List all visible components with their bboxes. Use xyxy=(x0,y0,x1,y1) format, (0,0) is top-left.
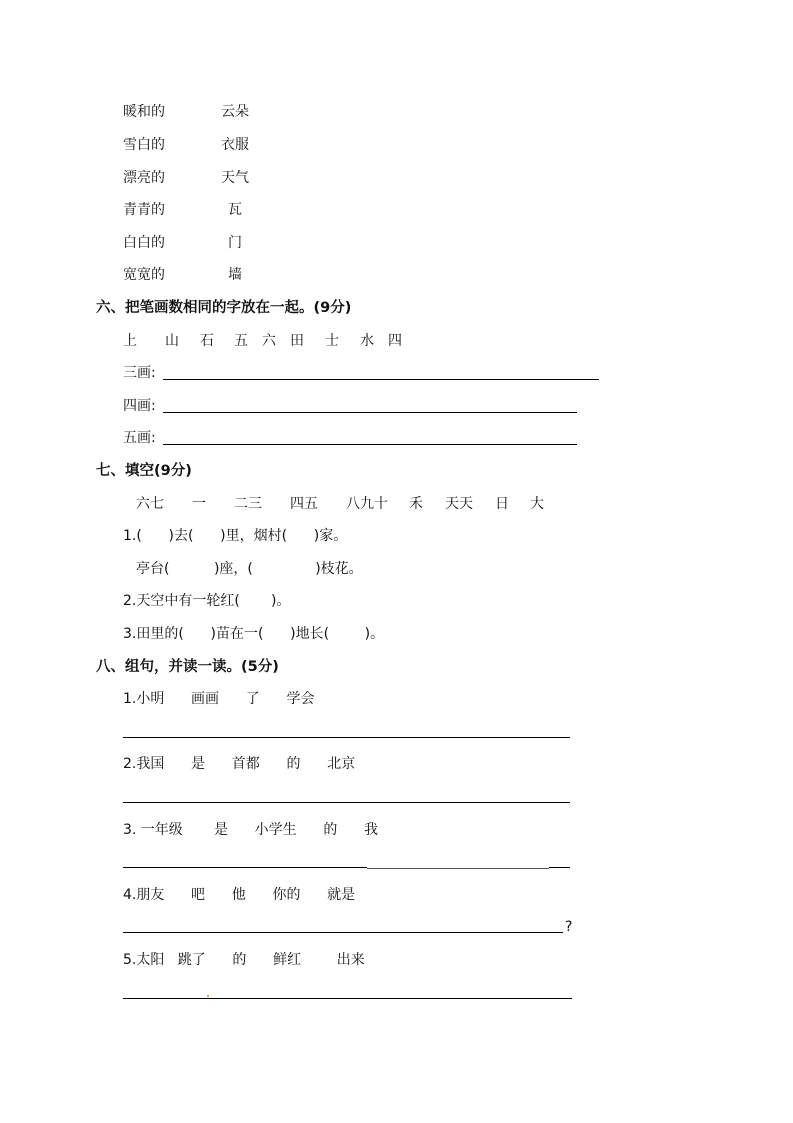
answer-line[interactable] xyxy=(549,867,570,868)
row-label-three-strokes: 三画: xyxy=(123,365,156,381)
stroke-char: 山 xyxy=(165,333,179,349)
answer-line[interactable] xyxy=(123,737,570,738)
stroke-char: 田 xyxy=(290,333,304,349)
match-left-2: 雪白的 xyxy=(123,137,165,153)
word-bank-item: 四五 xyxy=(290,496,318,512)
word-bank-item: 天天 xyxy=(445,496,473,512)
match-right-4: 瓦 xyxy=(228,202,242,218)
word-bank-item: 日 xyxy=(495,496,509,512)
match-left-6: 宽宽的 xyxy=(123,267,165,283)
answer-line[interactable] xyxy=(163,379,599,380)
fill-question-2: 2.天空中有一轮红( )。 xyxy=(123,593,291,609)
section-6-heading: 六、把笔画数相同的字放在一起。(9分) xyxy=(96,300,352,316)
answer-line[interactable] xyxy=(163,444,577,445)
match-right-1: 云朵 xyxy=(221,104,249,120)
stroke-char: 士 xyxy=(325,333,339,349)
word-bank-item: 禾 xyxy=(409,496,423,512)
word-bank-item: 六七 xyxy=(136,496,164,512)
answer-line[interactable] xyxy=(123,802,570,803)
fill-question-1a: 1.( )去( )里，烟村( )家。 xyxy=(123,528,348,544)
sentence-question-4: 4.朋友 吧 他 你的 就是 xyxy=(123,887,356,903)
word-bank-item: 八九十 xyxy=(346,496,388,512)
fill-question-3: 3.田里的( )苗在一( )地长( )。 xyxy=(123,626,385,642)
stroke-char: 石 xyxy=(200,333,214,349)
word-bank-item: 一 xyxy=(192,496,206,512)
sentence-question-2: 2.我国 是 首都 的 北京 xyxy=(123,756,356,772)
row-label-five-strokes: 五画: xyxy=(123,430,156,446)
match-left-1: 暖和的 xyxy=(123,104,165,120)
stroke-char: 五 xyxy=(234,333,248,349)
fill-question-1b: 亭台( )座，( )枝花。 xyxy=(136,561,363,577)
match-right-5: 门 xyxy=(228,235,242,251)
answer-line[interactable] xyxy=(163,412,577,413)
stroke-char: 水 xyxy=(360,333,374,349)
match-left-4: 青青的 xyxy=(123,202,165,218)
match-right-3: 天气 xyxy=(221,170,249,186)
answer-line[interactable] xyxy=(123,932,563,933)
match-right-2: 衣服 xyxy=(221,137,249,153)
match-left-5: 白白的 xyxy=(123,235,165,251)
row-label-four-strokes: 四画: xyxy=(123,398,156,414)
stroke-char: 四 xyxy=(388,333,402,349)
answer-line[interactable] xyxy=(123,998,572,999)
word-bank-item: 大 xyxy=(530,496,544,512)
stray-mark xyxy=(207,995,209,997)
stroke-char: 上 xyxy=(123,333,137,349)
sentence-question-5: 5.太阳 跳了 的 鲜红 出来 xyxy=(123,952,365,968)
sentence-question-1: 1.小明 画画 了 学会 xyxy=(123,691,315,707)
sentence-question-3: 3. 一年级 是 小学生 的 我 xyxy=(123,822,379,838)
question-mark: ? xyxy=(565,919,573,935)
section-7-heading: 七、填空(9分) xyxy=(96,463,192,479)
section-8-heading: 八、组句，并读一读。(5分) xyxy=(96,659,279,675)
match-left-3: 漂亮的 xyxy=(123,170,165,186)
answer-line[interactable] xyxy=(367,868,549,869)
word-bank-item: 二三 xyxy=(234,496,262,512)
match-right-6: 墙 xyxy=(228,267,242,283)
stroke-char: 六 xyxy=(262,333,276,349)
answer-line[interactable] xyxy=(123,867,367,868)
